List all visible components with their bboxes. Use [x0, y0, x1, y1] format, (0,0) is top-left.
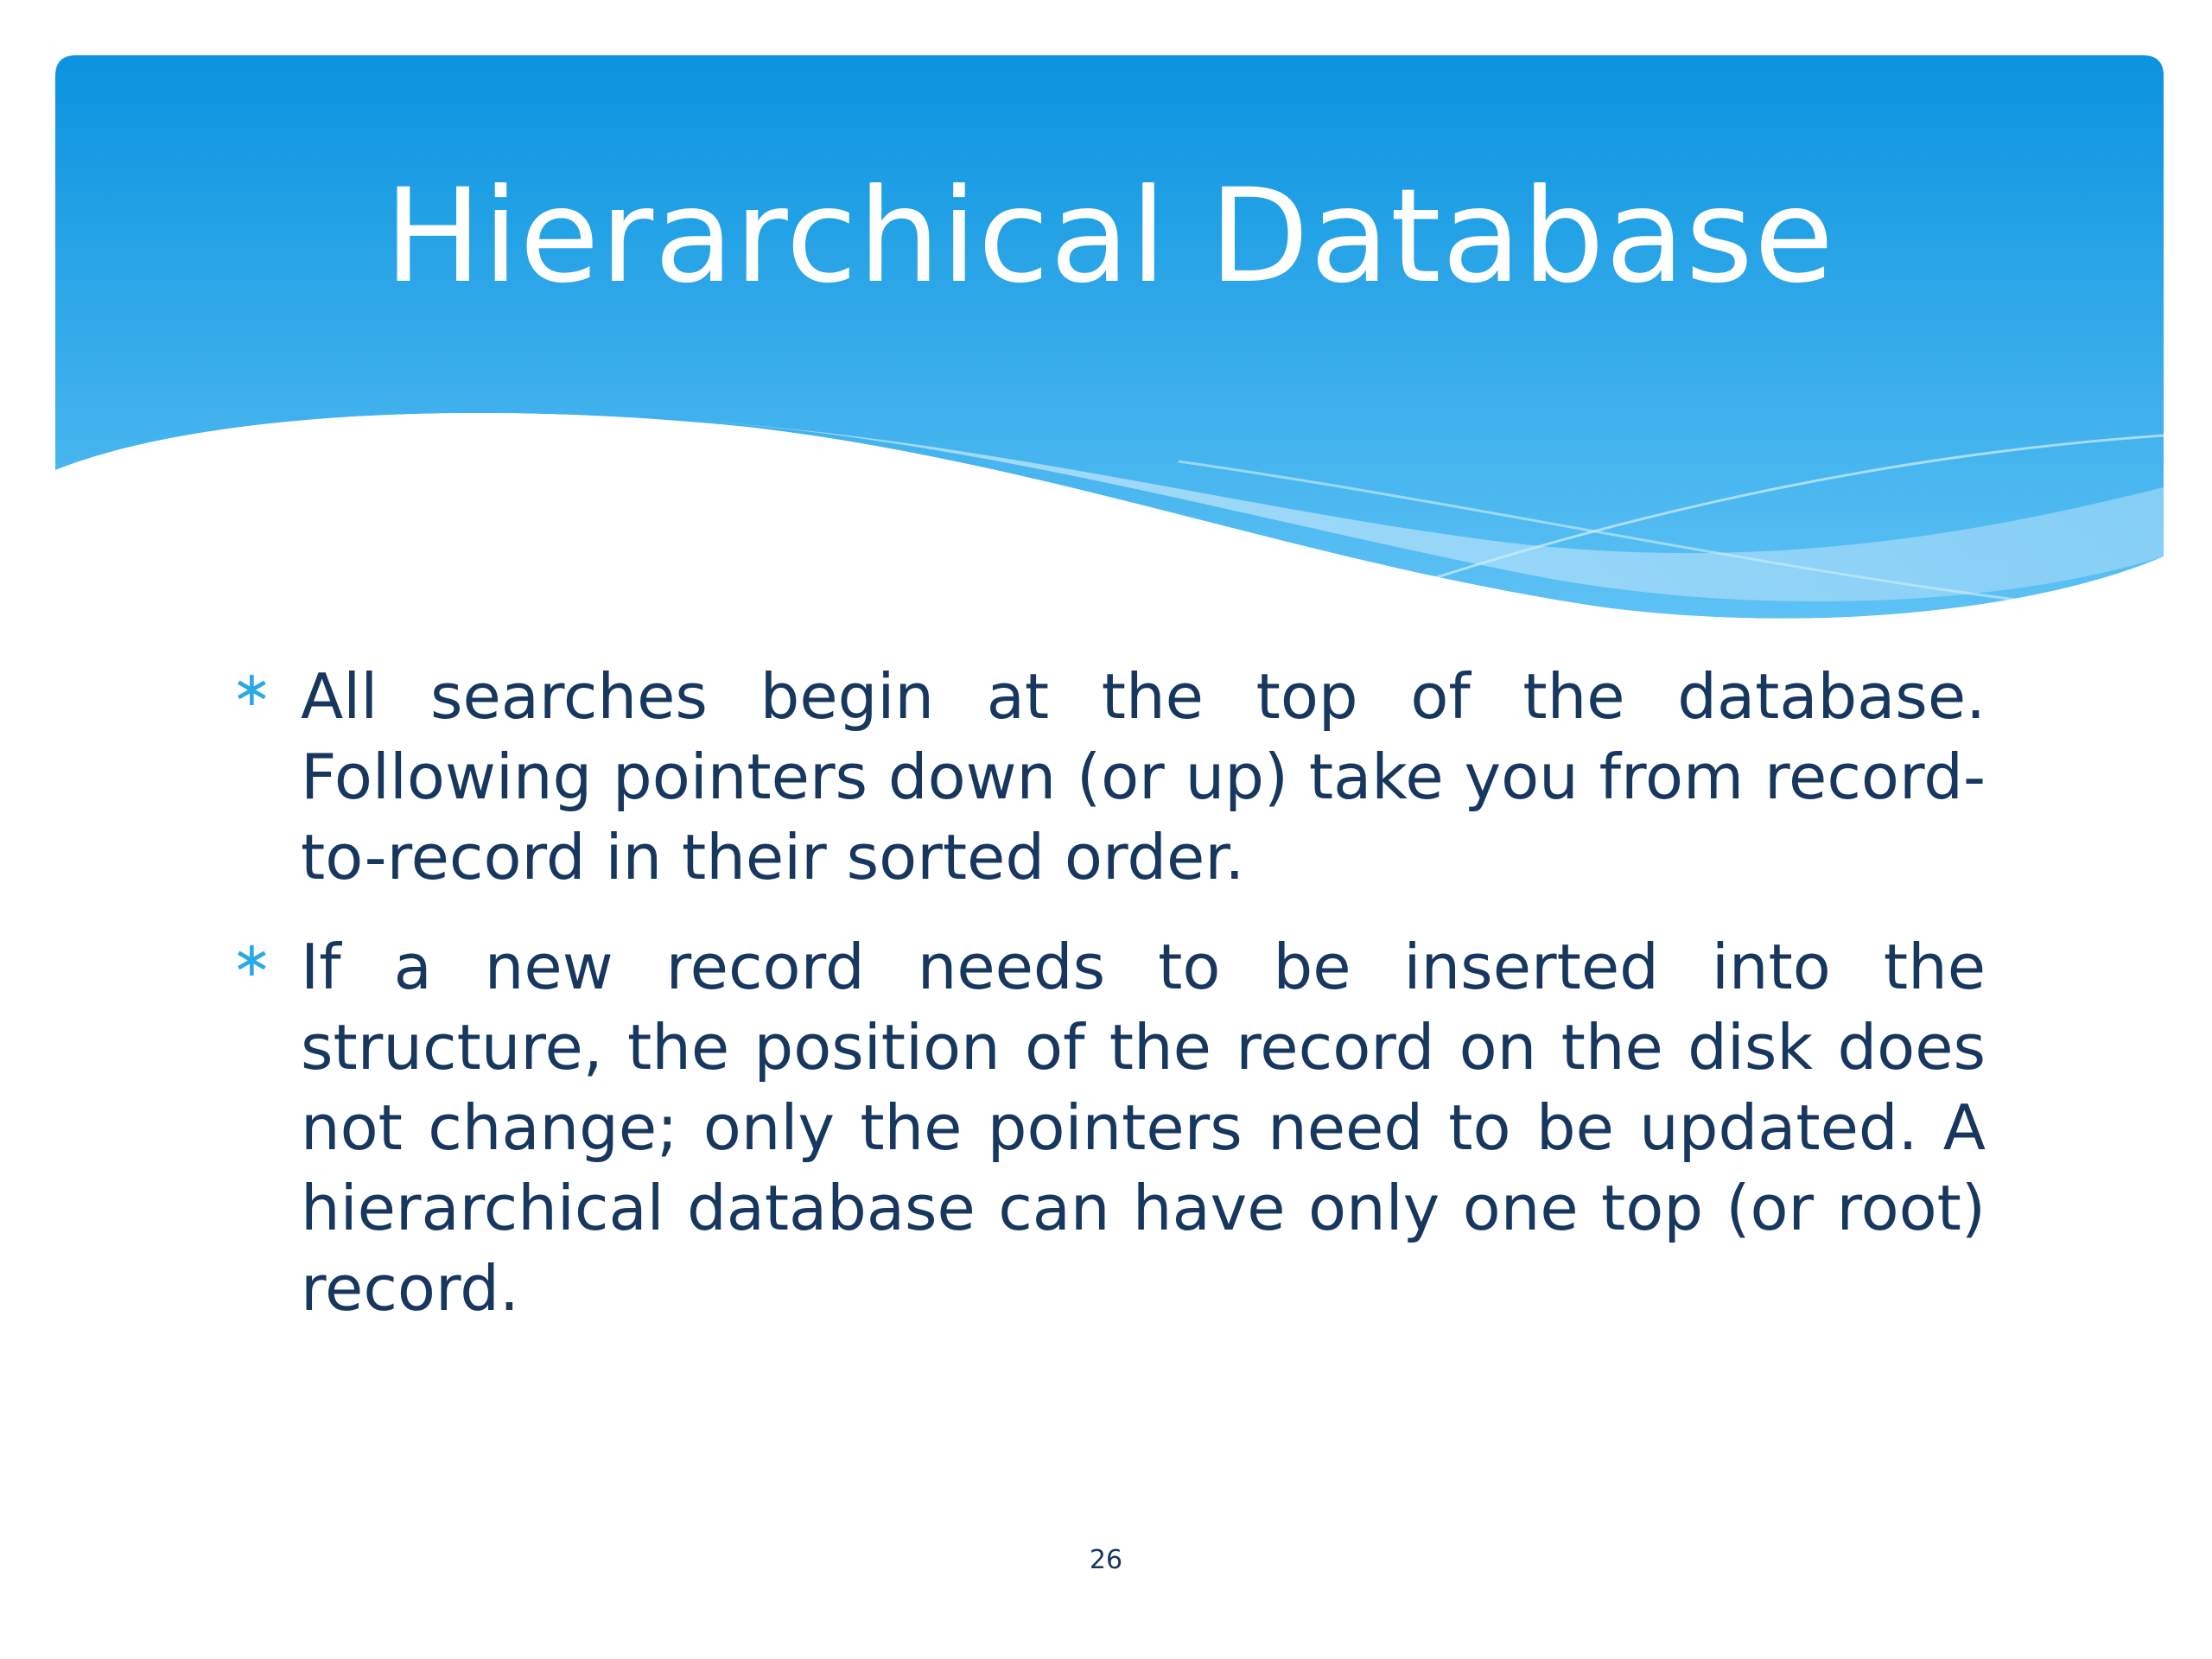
title-banner [55, 55, 2164, 626]
list-item [232, 927, 1986, 1329]
bullet-text: If a new record needs to be inserted into the structure, the position of the record on the disk does not change; only the pointers need to be updated. A hierarchical database can have only one top (or root) record. [301, 931, 1986, 1325]
list-item [232, 657, 1986, 898]
bullet-list [232, 657, 1986, 1358]
page-number: 26 [1089, 1545, 1123, 1575]
bullet-text: All searches begin at the top of the database. Following pointers down (or up) take you from record-to-record in their sorted order. [301, 660, 1986, 893]
wave-background-graphic [55, 55, 2164, 626]
asterisk-bullet-icon: ∗ [232, 661, 272, 717]
asterisk-bullet-icon: ∗ [232, 931, 272, 988]
slide-title: Hierarchical Database [384, 162, 1835, 312]
